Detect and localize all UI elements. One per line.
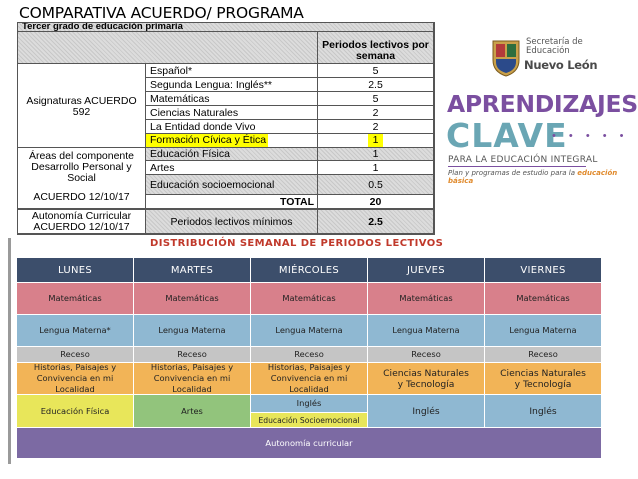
table-header-blank [18, 32, 318, 64]
schedule-cell-ingles: Inglés [485, 395, 602, 428]
historias-line-1: Historias, Paisajes y [33, 362, 117, 372]
table-value: 2.5 [318, 78, 434, 92]
sep-logo [490, 38, 610, 88]
historias-line-1: Historias, Paisajes y [267, 362, 351, 372]
schedule-cell-ed-fisica: Educación Física [17, 395, 134, 428]
table-value: 5 [318, 64, 434, 78]
left-accent-bar [8, 238, 11, 464]
schedule-cell-autonomia: Autonomía curricular [17, 428, 602, 459]
schedule-cell-matematicas: Matemáticas [17, 283, 134, 315]
schedule-cell-lengua: Lengua Materna [251, 315, 368, 347]
schedule-cell-receso: Receso [485, 347, 602, 363]
table-value-cell [318, 134, 434, 148]
schedule-cell-matematicas: Matemáticas [251, 283, 368, 315]
table-subject: Educación Física [146, 148, 318, 161]
ciencias-line-1: Ciencias Naturales [383, 367, 469, 379]
table-group-autonomia-agreement: ACUERDO 12/10/17 [33, 221, 130, 233]
nuevo-leon-text: Nuevo León [524, 58, 598, 72]
schedule-cell-ed-socio: Educación Socioemocional [251, 413, 368, 428]
schedule-cell-ingles: Inglés [368, 395, 485, 428]
schedule-cell-historias [251, 363, 368, 395]
historias-line-2: Convivencia en mi Localidad [270, 373, 348, 394]
schedule-cell-matematicas: Matemáticas [134, 283, 251, 315]
schedule-cell-lengua: Lengua Materna [134, 315, 251, 347]
logo-plan-highlight: educación básica [448, 169, 618, 185]
table-group-autonomia [18, 210, 146, 234]
schedule-cell-receso: Receso [368, 347, 485, 363]
ciencias-line-2: y Tecnología [397, 378, 455, 390]
schedule-cell-matematicas: Matemáticas [485, 283, 602, 315]
day-header: LUNES [17, 258, 134, 283]
ciencias-line-1: Ciencias Naturales [500, 367, 586, 379]
table-subject: Artes [146, 161, 318, 175]
table-value: 2 [318, 106, 434, 120]
comparison-table [17, 22, 435, 235]
aprendizajes-logo-text: APRENDIZAJES [447, 90, 638, 118]
historias-line-2: Convivencia en mi Localidad [153, 373, 231, 394]
table-group-areas [18, 148, 146, 209]
schedule-cell-historias [134, 363, 251, 395]
schedule-cell-lengua: Lengua Materna [485, 315, 602, 347]
table-grade-header: Tercer grado de educación primaria [18, 23, 434, 32]
historias-line-1: Historias, Paisajes y [150, 362, 234, 372]
ciencias-line-2: y Tecnología [514, 378, 572, 390]
logo-tagline: PARA LA EDUCACIÓN INTEGRAL [448, 155, 598, 165]
logo-plan-label: Plan y programas de estudio para la [448, 169, 576, 177]
table-periods-header: Periodos lectivos por semana [318, 32, 434, 64]
historias-line-2: Convivencia en mi Localidad [36, 373, 114, 394]
schedule-cell-ingles: Inglés [251, 395, 368, 413]
table-subject: La Entidad donde Vivo [146, 120, 318, 134]
table-subject: Ciencias Naturales [146, 106, 318, 120]
schedule-cell-receso: Receso [17, 347, 134, 363]
table-subject-highlighted: Formación Cívica y Ética [146, 134, 268, 147]
table-value: 1 [318, 161, 434, 175]
schedule-cell-lengua: Lengua Materna* [17, 315, 134, 347]
weekly-schedule-grid [17, 258, 602, 458]
table-group-areas-agreement: ACUERDO 12/10/17 [33, 191, 130, 203]
day-header: VIERNES [485, 258, 602, 283]
table-group-areas-label: Áreas del componente Desarrollo Personal y Social [28, 150, 135, 184]
schedule-cell-artes: Artes [134, 395, 251, 428]
schedule-cell-ciencias [368, 363, 485, 395]
logo-underline [448, 166, 586, 167]
table-total-label: TOTAL [146, 195, 318, 209]
schedule-cell-historias [17, 363, 134, 395]
table-subject: Español* [146, 64, 318, 78]
table-subject: Segunda Lengua: Inglés** [146, 78, 318, 92]
day-header: MIÉRCOLES [251, 258, 368, 283]
schedule-cell-receso: Receso [134, 347, 251, 363]
table-subject-cell [146, 134, 318, 148]
table-value: 1 [318, 148, 434, 161]
table-value: 0.5 [318, 175, 434, 195]
schedule-cell-receso: Receso [251, 347, 368, 363]
table-total-value: 20 [318, 195, 434, 209]
schedule-title: DISTRIBUCIÓN SEMANAL DE PERIODOS LECTIVOS [150, 238, 444, 249]
coat-of-arms-icon [490, 38, 522, 78]
logo-plan-text [448, 169, 638, 185]
table-group-autonomia-label: Autonomía Curricular [31, 210, 132, 222]
logo-dots: • • • • • [552, 130, 629, 142]
table-value: 2 [318, 120, 434, 134]
sep-text: Secretaría de Educación [526, 37, 583, 56]
schedule-cell-matematicas: Matemáticas [368, 283, 485, 315]
table-subject: Matemáticas [146, 92, 318, 106]
table-min-label: Periodos lectivos mínimos [146, 210, 318, 234]
page-title: COMPARATIVA ACUERDO/ PROGRAMA [19, 4, 304, 22]
schedule-cell-ciencias [485, 363, 602, 395]
schedule-cell-lengua: Lengua Materna [368, 315, 485, 347]
table-subject: Educación socioemocional [146, 175, 318, 195]
day-header: JUEVES [368, 258, 485, 283]
day-header: MARTES [134, 258, 251, 283]
table-group-asignaturas: Asignaturas ACUERDO 592 [18, 64, 146, 148]
table-min-value: 2.5 [318, 210, 434, 234]
table-value-highlighted: 1 [368, 134, 384, 147]
table-value: 5 [318, 92, 434, 106]
clave-logo-text: CLAVE [446, 116, 568, 155]
